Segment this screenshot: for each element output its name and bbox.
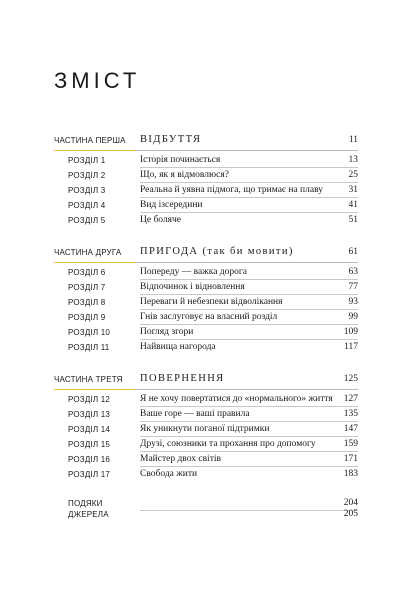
extra-page: 205 <box>343 509 358 519</box>
table-of-contents <box>54 133 358 521</box>
chapter-row[interactable] <box>54 183 358 198</box>
sources-row[interactable] <box>54 510 358 521</box>
chapter-row[interactable] <box>54 437 358 452</box>
chapter-page: 31 <box>348 185 358 195</box>
chapter-page: 183 <box>343 469 358 479</box>
accent-underline <box>54 389 135 390</box>
chapter-label: РОЗДІЛ 10 <box>68 328 111 337</box>
part-label: ЧАСТИНА ТРЕТЯ <box>54 375 123 384</box>
chapter-label: РОЗДІЛ 7 <box>68 283 106 292</box>
chapter-title: Відпочинок і відновлення <box>140 282 245 292</box>
chapter-page: 99 <box>348 312 358 322</box>
chapter-row[interactable] <box>54 295 358 310</box>
part-page: 11 <box>348 135 358 145</box>
part-header[interactable] <box>54 372 358 390</box>
part-header[interactable] <box>54 133 358 151</box>
chapter-title: Погляд згори <box>140 327 194 337</box>
chapter-label: РОЗДІЛ 13 <box>68 410 111 419</box>
chapter-title: Я не хочу повертатися до «нормального» життя <box>140 394 333 404</box>
chapter-row[interactable] <box>54 340 358 355</box>
chapter-title: Гнів заслуговує на власний розділ <box>140 312 278 322</box>
chapter-row[interactable] <box>54 280 358 295</box>
chapter-row[interactable] <box>54 392 358 407</box>
chapter-title: Найвища нагорода <box>140 342 216 352</box>
chapter-row[interactable] <box>54 265 358 280</box>
acknowledgements-row[interactable] <box>54 499 358 510</box>
chapter-row[interactable] <box>54 422 358 437</box>
chapter-label: РОЗДІЛ 12 <box>68 395 111 404</box>
chapter-page: 117 <box>344 342 358 352</box>
chapter-page: 159 <box>343 439 358 449</box>
part-label: ЧАСТИНА ДРУГА <box>54 248 122 257</box>
chapter-title: Реальна й уявна підмога, що тримає на плаву <box>140 185 324 195</box>
chapter-page: 63 <box>348 267 358 277</box>
chapter-label: РОЗДІЛ 6 <box>68 268 106 277</box>
chapter-row[interactable] <box>54 467 358 482</box>
chapter-title: Переваги й небезпеки відволікання <box>140 297 283 307</box>
toc-part-1 <box>54 133 358 228</box>
chapter-title: Майстер двох світів <box>140 454 221 464</box>
part-title: ПРИГОДА (так би мовити) <box>140 246 294 257</box>
accent-underline <box>54 262 135 263</box>
chapter-label: РОЗДІЛ 2 <box>68 171 106 180</box>
chapter-row[interactable] <box>54 452 358 467</box>
accent-underline <box>54 150 135 151</box>
chapter-title: Свобода жити <box>140 469 198 479</box>
extra-label: ДЖЕРЕЛА <box>68 510 109 519</box>
chapter-label: РОЗДІЛ 9 <box>68 313 106 322</box>
chapter-page: 25 <box>348 170 358 180</box>
chapter-label: РОЗДІЛ 11 <box>68 343 110 352</box>
chapter-page: 127 <box>343 394 358 404</box>
chapter-label: РОЗДІЛ 8 <box>68 298 106 307</box>
extra-label: ПОДЯКИ <box>68 499 103 508</box>
toc-part-3 <box>54 372 358 482</box>
chapter-row[interactable] <box>54 213 358 228</box>
chapter-label: РОЗДІЛ 17 <box>68 470 111 479</box>
part-page: 61 <box>348 247 358 257</box>
chapter-label: РОЗДІЛ 16 <box>68 455 111 464</box>
chapter-page: 135 <box>343 409 358 419</box>
part-page: 125 <box>343 374 358 384</box>
extra-page: 204 <box>343 498 358 508</box>
chapter-title: Ваше горе — ваші правила <box>140 409 250 419</box>
chapter-row[interactable] <box>54 168 358 183</box>
chapter-label: РОЗДІЛ 3 <box>68 186 106 195</box>
chapter-page: 147 <box>343 424 358 434</box>
part-label: ЧАСТИНА ПЕРША <box>54 136 126 145</box>
chapter-row[interactable] <box>54 153 358 168</box>
chapter-page: 93 <box>348 297 358 307</box>
chapter-title: Вид ізсередини <box>140 200 203 210</box>
chapter-label: РОЗДІЛ 4 <box>68 201 106 210</box>
part-title: ВІДБУТТЯ <box>140 134 202 145</box>
chapter-page: 41 <box>348 200 358 210</box>
chapter-row[interactable] <box>54 407 358 422</box>
part-header[interactable] <box>54 245 358 263</box>
chapter-page: 51 <box>348 215 358 225</box>
chapter-title: Попереду — важка дорога <box>140 267 247 277</box>
chapter-page: 77 <box>348 282 358 292</box>
chapter-label: РОЗДІЛ 5 <box>68 216 106 225</box>
chapter-page: 171 <box>343 454 358 464</box>
chapter-title: Що, як я відмовлюся? <box>140 170 229 180</box>
chapter-row[interactable] <box>54 325 358 340</box>
chapter-label: РОЗДІЛ 1 <box>68 156 106 165</box>
chapter-row[interactable] <box>54 310 358 325</box>
chapter-label: РОЗДІЛ 14 <box>68 425 111 434</box>
chapter-row[interactable] <box>54 198 358 213</box>
chapter-title: Як уникнути поганої підтримки <box>140 424 270 434</box>
chapter-title: Це боляче <box>140 215 182 225</box>
chapter-page: 13 <box>348 155 358 165</box>
chapter-page: 109 <box>343 327 358 337</box>
chapter-label: РОЗДІЛ 15 <box>68 440 111 449</box>
chapter-title: Історія починається <box>140 155 221 165</box>
toc-part-2 <box>54 245 358 355</box>
page-title: ЗМІСТ <box>54 68 141 93</box>
part-title: ПОВЕРНЕННЯ <box>140 373 225 384</box>
chapter-title: Друзі, союзники та прохання про допомогу <box>140 439 316 449</box>
